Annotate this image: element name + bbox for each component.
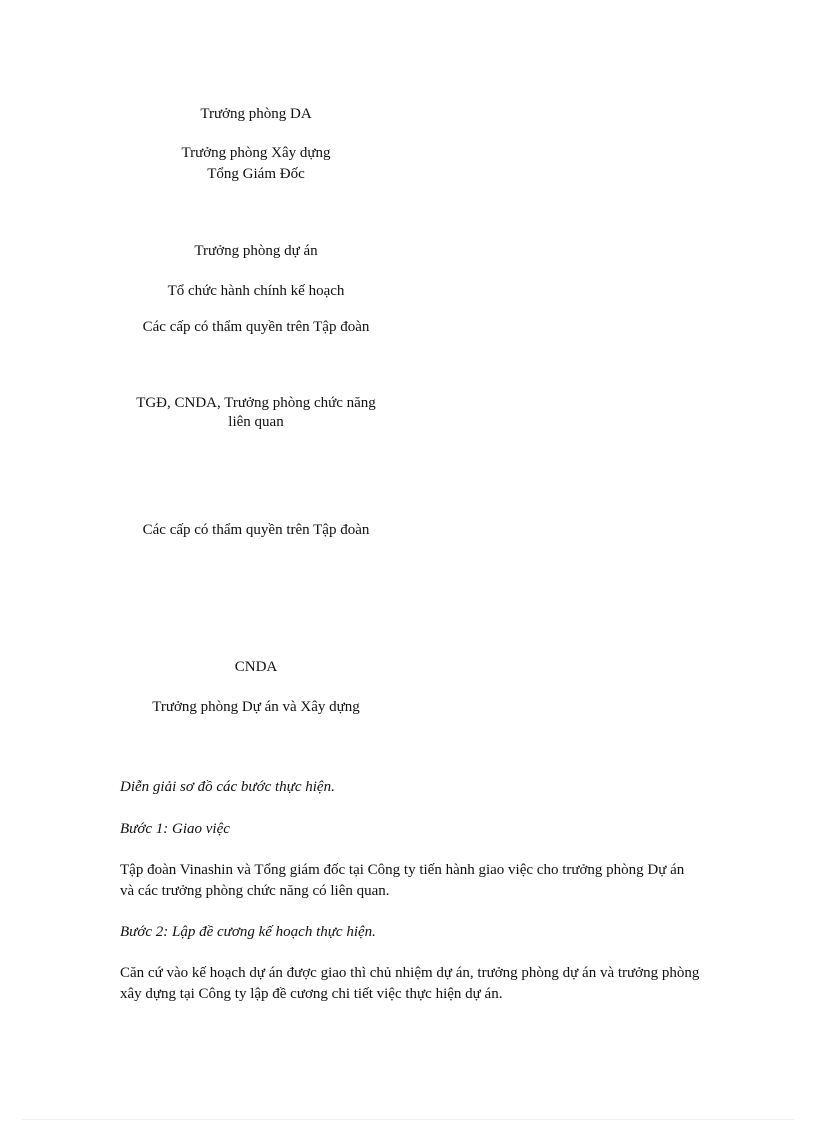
label-cac-cap-tap-doan-2: Các cấp có thẩm quyền trên Tập đoàn: [142, 522, 370, 538]
step-1-paragraph: Tập đoàn Vinashin và Tổng giám đốc tại Công ty tiến hành giao việc cho trưởng phòng Dự án và các trưởng phòng chức năng có liên quan.: [120, 862, 685, 899]
step-2-heading: Bước 2: Lập đề cương kế hoạch thực hiện.: [120, 924, 376, 940]
label-cac-cap-tap-doan: Các cấp có thẩm quyền trên Tập đoàn: [142, 319, 370, 335]
label-truong-phong-du-an-xay-dung: Trưởng phòng Dự án và Xây dựng: [152, 699, 360, 715]
step-1-heading: Bước 1: Giao việc: [120, 821, 230, 837]
section-title: Diễn giải sơ đồ các bước thực hiện.: [120, 779, 335, 795]
label-lien-quan: liên quan: [228, 414, 284, 430]
step-2-paragraph: Căn cứ vào kế hoạch dự án được giao thì chủ nhiệm dự án, trưởng phòng dự án và trưởng phòng xây dựng tại Công ty lập đề cương chi tiết việc thực hiện dự án.: [120, 965, 700, 1002]
page-bottom-rule: [22, 1119, 794, 1120]
label-truong-phong-xay-dung: Trưởng phòng Xây dựng: [181, 145, 331, 161]
label-to-chuc-hanh-chinh: Tổ chức hành chính kế hoạch: [167, 283, 345, 299]
label-cnda: CNDA: [234, 659, 278, 675]
label-tgd-cnda: TGĐ, CNDA, Trưởng phòng chức năng: [136, 395, 376, 411]
label-truong-phong-du-an: Trưởng phòng dự án: [194, 243, 318, 259]
label-truong-phong-da: Trưởng phòng DA: [200, 106, 312, 122]
label-tong-giam-doc: Tổng Giám Đốc: [207, 166, 305, 182]
